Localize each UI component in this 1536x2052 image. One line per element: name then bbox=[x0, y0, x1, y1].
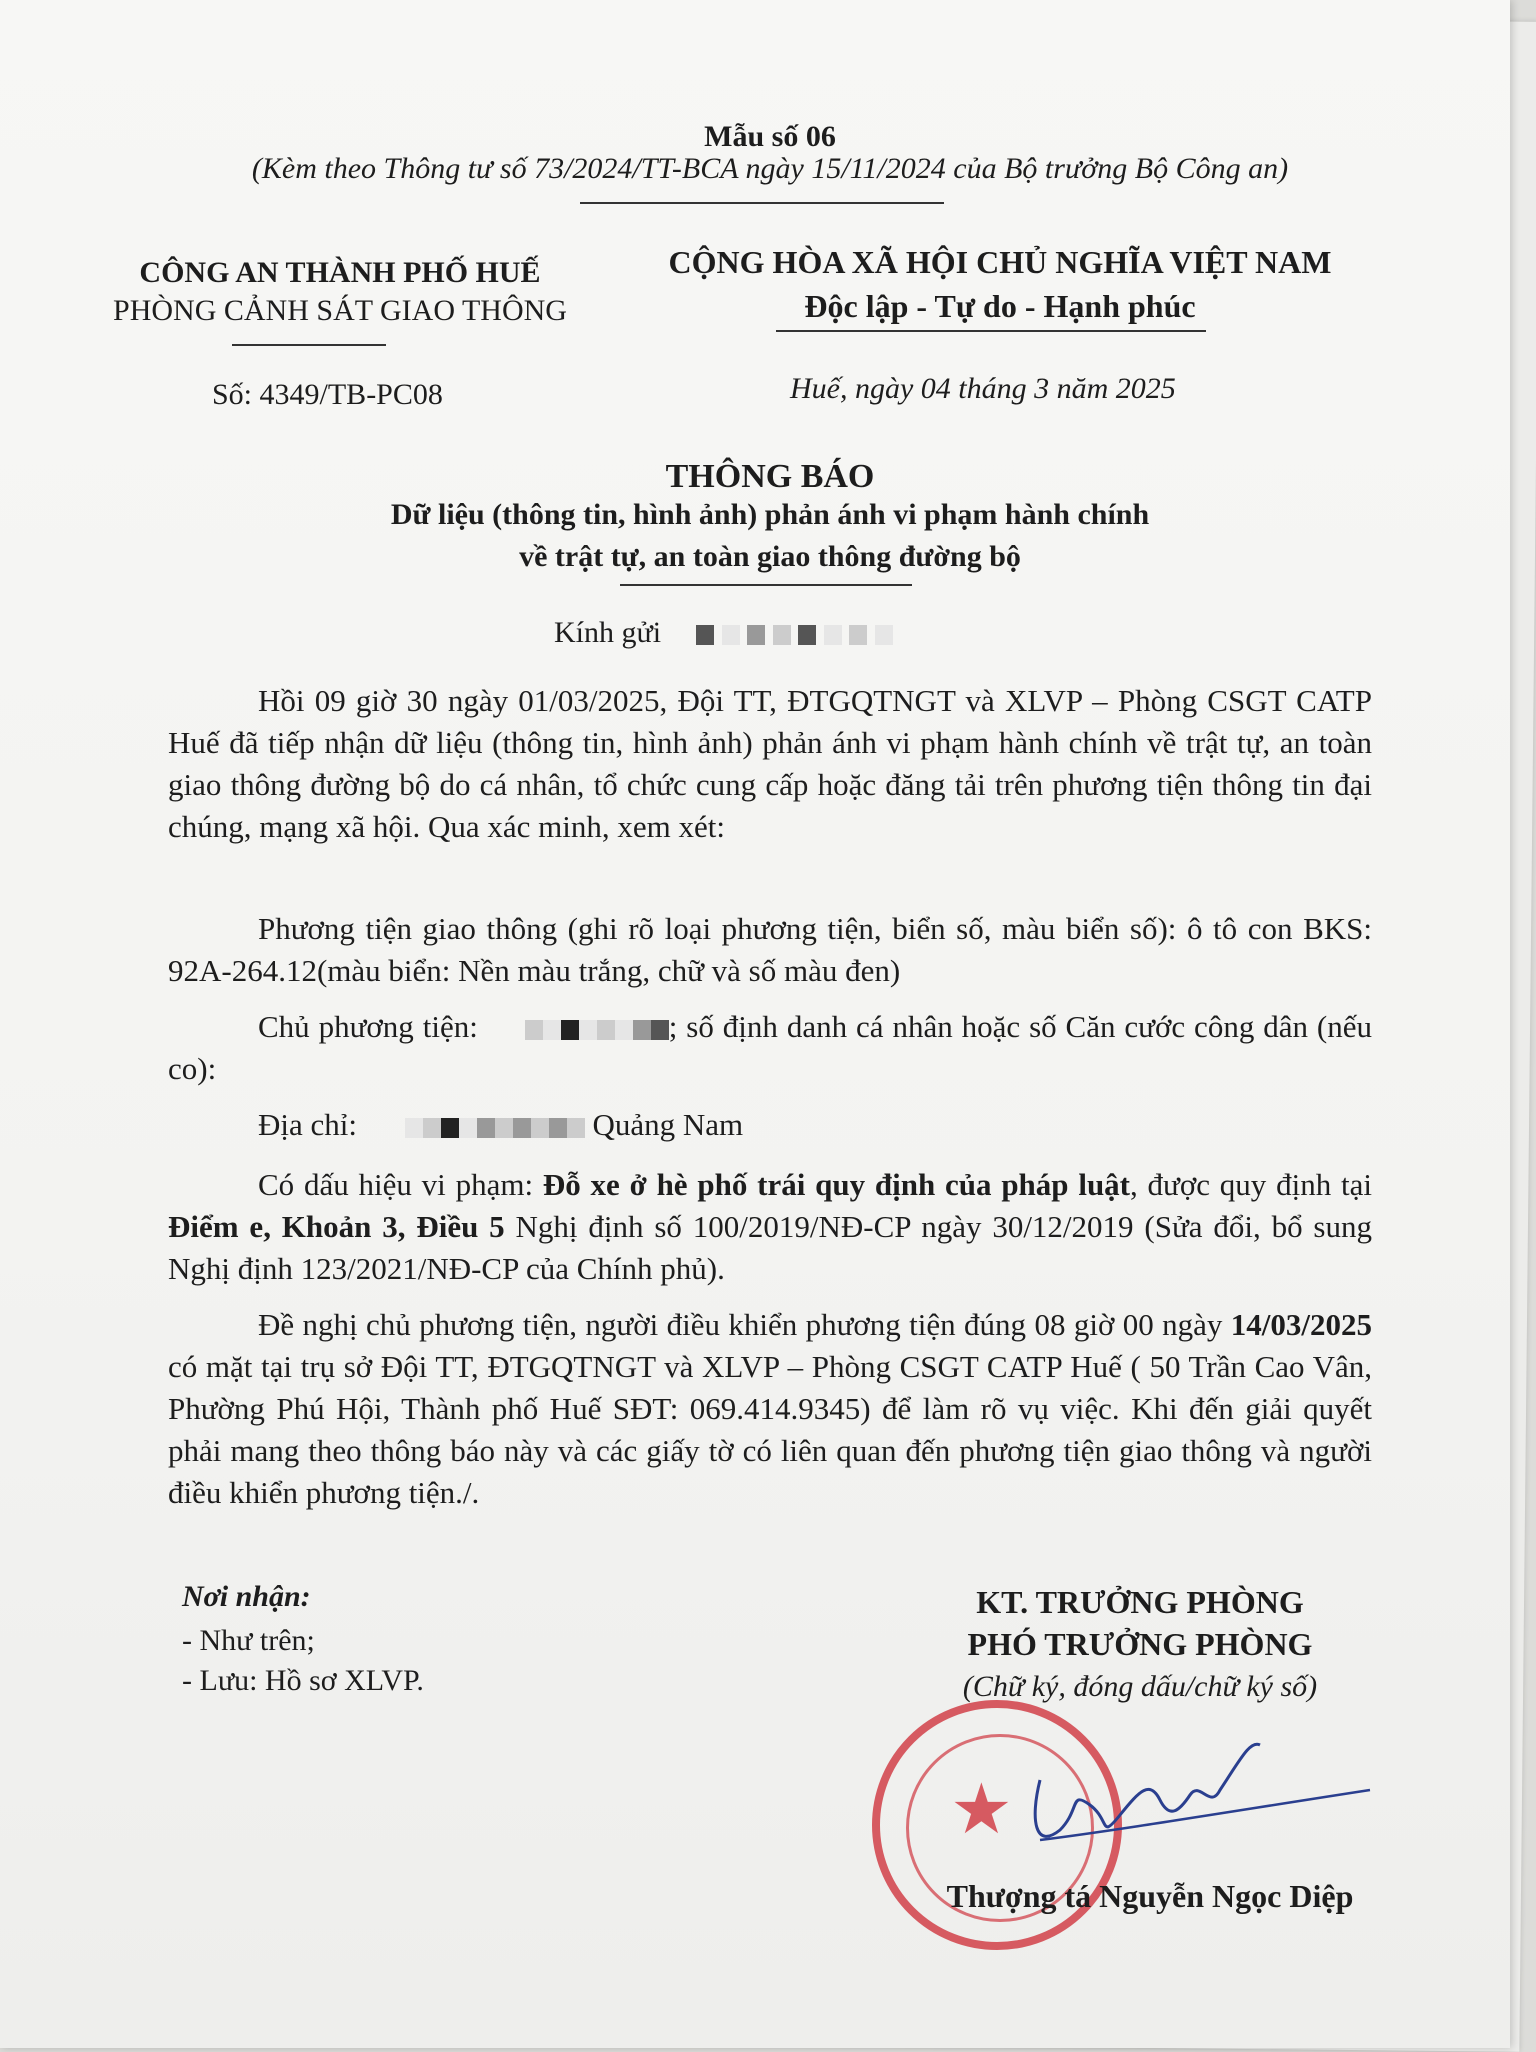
recipient-line bbox=[554, 616, 893, 650]
document-number: Số: 4349/TB-PC08 bbox=[212, 378, 443, 411]
recipients-title: Nơi nhận: bbox=[182, 1580, 311, 1613]
sign-note: (Chữ ký, đóng dấu/chữ ký số) bbox=[962, 1670, 1318, 1703]
form-reference: (Kèm theo Thông tư số 73/2024/TT-BCA ngày 15/11/2024 của Bộ trưởng Bộ Công an) bbox=[251, 152, 1289, 185]
redacted-block bbox=[773, 625, 791, 645]
recipient-item: - Như trên; bbox=[182, 1624, 315, 1657]
paragraph-owner: Chủ phương tiện: ; số định danh cá nhân hoặc số Căn cước công dân (nếu co): bbox=[168, 1009, 1373, 1086]
redacted-block bbox=[722, 625, 740, 645]
country-line1: CỘNG HÒA XÃ HỘI CHỦ NGHĨA VIỆT NAM bbox=[668, 244, 1332, 280]
redacted-block bbox=[525, 1020, 543, 1040]
agency-rule bbox=[232, 344, 386, 346]
agency-line2: PHÒNG CẢNH SÁT GIAO THÔNG bbox=[113, 294, 567, 327]
motto-rule bbox=[776, 330, 1206, 332]
paragraph-vehicle: Phương tiện giao thông (ghi rõ loại phương tiện, biển số, màu biển số): ô tô con BKS: 92A-264.12(màu biển: Nền màu trắng, chữ và số màu đen) bbox=[168, 911, 1372, 988]
sign-title-2: PHÓ TRƯỞNG PHÒNG bbox=[967, 1626, 1313, 1662]
paragraph-intro: Hồi 09 giờ 30 ngày 01/03/2025, Đội TT, ĐTGQTNGT và XLVP – Phòng CSGT CATP Huế đã tiếp nhận dữ liệu (thông tin, hình ảnh) phản ánh vi phạm hành chính về trật tự, an toàn giao thông đường bộ do cá nhân, tổ chức cung cấp hoặc đăng tải trên phương tiện thông tin đại chúng, mạng xã hội. Qua xác minh, xem xét: bbox=[168, 683, 1372, 844]
form-number: Mẫu số 06 bbox=[704, 120, 836, 153]
sign-title-1: KT. TRƯỞNG PHÒNG bbox=[976, 1584, 1304, 1620]
redacted-block bbox=[696, 625, 714, 645]
redacted-block bbox=[875, 625, 893, 645]
paragraph-request: Đề nghị chủ phương tiện, người điều khiển phương tiện đúng 08 giờ 00 ngày 14/03/2025 có mặt tại trụ sở Đội TT, ĐTGQTNGT và XLVP – Phòng CSGT CATP Huế ( 50 Trần Cao Vân, Phường Phú Hội, Thành phố Huế SĐT: 069.414.9345) để làm rõ vụ việc. Khi đến giải quyết phải mang theo thông báo này và các giấy tờ có liên quan đến phương tiện giao thông và người điều khiển phương tiện./. bbox=[168, 1307, 1372, 1510]
paragraph-address: Địa chỉ: Quảng Nam bbox=[258, 1107, 744, 1142]
redacted-block bbox=[405, 1118, 423, 1138]
official-seal: ★ bbox=[872, 1700, 1122, 1950]
signer-name: Thượng tá Nguyễn Ngọc Diệp bbox=[946, 1878, 1354, 1914]
country-motto: Độc lập - Tự do - Hạnh phúc bbox=[804, 288, 1196, 324]
document-title: THÔNG BÁO bbox=[665, 458, 875, 495]
signature bbox=[1000, 1720, 1400, 1880]
title-subtitle-1: Dữ liệu (thông tin, hình ảnh) phản ánh vi phạm hành chính bbox=[390, 498, 1150, 531]
place-date: Huế, ngày 04 tháng 3 năm 2025 bbox=[790, 372, 1176, 405]
redacted-block bbox=[747, 625, 765, 645]
recipient-item: - Lưu: Hồ sơ XLVP. bbox=[182, 1664, 424, 1697]
title-rule bbox=[620, 584, 912, 586]
redacted-block bbox=[849, 625, 867, 645]
recipient-label: Kính gửi bbox=[554, 616, 662, 649]
title-subtitle-2: về trật tự, an toàn giao thông đường bộ bbox=[519, 540, 1021, 573]
redacted-block bbox=[824, 625, 842, 645]
header-rule bbox=[580, 202, 944, 204]
paragraph-violation: Có dấu hiệu vi phạm: Đỗ xe ở hè phố trái quy định của pháp luật, được quy định tại Điểm e, Khoản 3, Điều 5 Nghị định số 100/2019/NĐ-CP ngày 30/12/2019 (Sửa đổi, bổ sung Nghị định 123/2021/NĐ-CP của Chính phủ). bbox=[168, 1167, 1372, 1286]
agency-line1: CÔNG AN THÀNH PHỐ HUẾ bbox=[139, 256, 541, 289]
redacted-block bbox=[798, 625, 816, 645]
